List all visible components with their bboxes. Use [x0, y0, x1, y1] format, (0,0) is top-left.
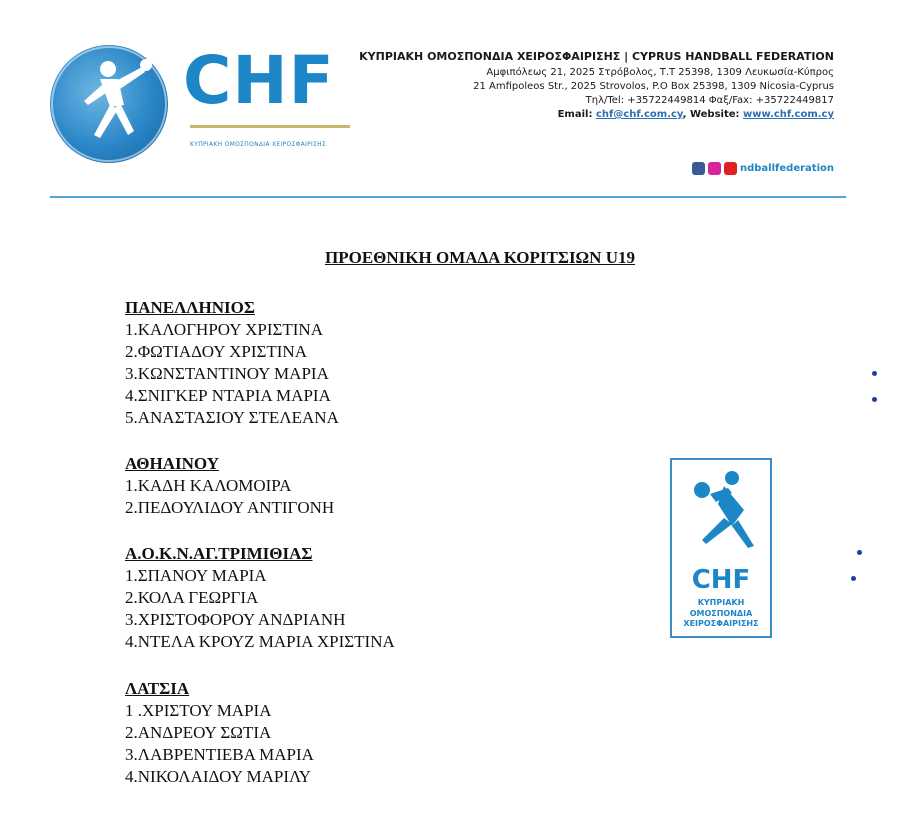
player-item: 2.ΑΝΔΡΕΟΥ ΣΩΤΙΑ [125, 723, 272, 742]
player-item: 5.ΑΝΑΣΤΑΣΙΟΥ ΣΤΕΛΕΑΝΑ [125, 408, 339, 427]
team-name: ΛΑΤΣΙΑ [125, 679, 190, 698]
player-item: 2.ΠΕΔΟΥΛΙΔΟΥ ΑΝΤΙΓΟΝΗ [125, 498, 335, 517]
team-name: ΠΑΝΕΛΛΗΝΙΟΣ [125, 298, 255, 317]
email-label: Email: [557, 109, 596, 120]
header-divider [50, 196, 846, 198]
phone-fax: Τηλ/Tel: +35722449814 Φαξ/Fax: +35722449817 [585, 95, 834, 106]
facebook-icon[interactable] [692, 162, 705, 175]
ink-dot [872, 371, 877, 376]
website-link[interactable]: www.chf.com.cy [743, 109, 834, 120]
email-website-line [359, 109, 834, 120]
logo-underline [190, 125, 350, 128]
player-item: 3.ΚΩΝΣΤΑΝΤΙΝΟΥ ΜΑΡΙΑ [125, 364, 329, 383]
team-name: Α.Ο.Κ.Ν.ΑΓ.ΤΡΙΜΙΘΙΑΣ [125, 544, 313, 563]
email-link[interactable]: chf@chf.com.cy [595, 109, 683, 120]
social-links [692, 162, 834, 175]
handball-player-icon [672, 460, 770, 560]
federation-logo [50, 40, 370, 170]
player-item: 4.ΝΙΚΟΛΑΙΔΟΥ ΜΑΡΙΛΥ [125, 767, 312, 786]
stamp-logo-text: CHF [691, 565, 751, 595]
team-block [125, 543, 395, 653]
player-item: 4.ΣΝΙΓΚΕΡ ΝΤΑΡΙΑ ΜΑΡΙΑ [125, 386, 331, 405]
team-name: ΑΘΗΑΙΝΟΥ [125, 454, 219, 473]
logo-subtitle: ΚΥΠΡΙΑΚΗ ΟΜΟΣΠΟΝΔΙΑ ΧΕΙΡΟΣΦΑΙΡΙΣΗΣ [190, 141, 327, 148]
stamp-line: ΧΕΙΡΟΣΦΑΙΡΙΣΗΣ [683, 619, 759, 628]
youtube-icon[interactable] [724, 162, 737, 175]
player-item: 1.ΚΑΔΗ ΚΑΛΟΜΟΙΡΑ [125, 476, 292, 495]
team-block [125, 453, 334, 519]
player-item: 2.ΚΟΛΑ ΓΕΩΡΓΙΑ [125, 588, 259, 607]
player-item: 1.ΚΑΛΟΓΗΡΟΥ ΧΡΙΣΤΙΝΑ [125, 320, 323, 339]
page-title: ΠΡΟΕΘΝΙΚΗ ΟΜΑΔΑ ΚΟΡΙΤΣΙΩΝ U19 [325, 248, 635, 267]
address-greek: Αμφιπόλεως 21, 2025 Στρόβολος, Τ.Τ 25398, 1309 Λευκωσία-Κύπρος [486, 67, 834, 78]
website-label: , Website: [682, 109, 743, 120]
ink-dot [857, 550, 862, 555]
player-item: 3.ΧΡΙΣΤΟΦΟΡΟΥ ΑΝΔΡΙΑΝΗ [125, 610, 346, 629]
federation-name: ΚΥΠΡΙΑΚΗ ΟΜΟΣΠΟΝΔΙΑ ΧΕΙΡΟΣΦΑΙΡΙΣΗΣ | CYPRUS HANDBALL FEDERATION [359, 50, 834, 63]
address-english: 21 Amfipoleos Str., 2025 Strovolos, P.O Box 25398, 1309 Nicosia-Cyprus [473, 81, 834, 92]
stamp-line: ΟΜΟΣΠΟΝΔΙΑ [689, 609, 753, 618]
player-item: 2.ΦΩΤΙΑΔΟΥ ΧΡΙΣΤΙΝΑ [125, 342, 307, 361]
player-item: 1.ΣΠΑΝΟΥ ΜΑΡΙΑ [125, 566, 267, 585]
social-handle: ndballfederation [740, 163, 834, 174]
player-item: 1 .ΧΡΙΣΤΟΥ ΜΑΡΙΑ [125, 701, 272, 720]
instagram-icon[interactable] [708, 162, 721, 175]
player-item: 4.ΝΤΕΛΑ ΚΡΟΥΖ ΜΑΡΙΑ ΧΡΙΣΤΙΝΑ [125, 632, 395, 651]
ink-dot [872, 397, 877, 402]
team-block [125, 678, 314, 788]
ink-dot [851, 576, 856, 581]
player-item: 3.ΛΑΒΡΕΝΤΙΕΒΑ ΜΑΡΙΑ [125, 745, 314, 764]
federation-stamp [670, 458, 772, 638]
team-block [125, 297, 339, 429]
stamp-line: ΚΥΠΡΙΑΚΗ [697, 598, 745, 607]
handball-player-icon [50, 45, 168, 163]
letterhead-contact [359, 50, 834, 120]
chf-logo-text: CHF [183, 42, 335, 119]
